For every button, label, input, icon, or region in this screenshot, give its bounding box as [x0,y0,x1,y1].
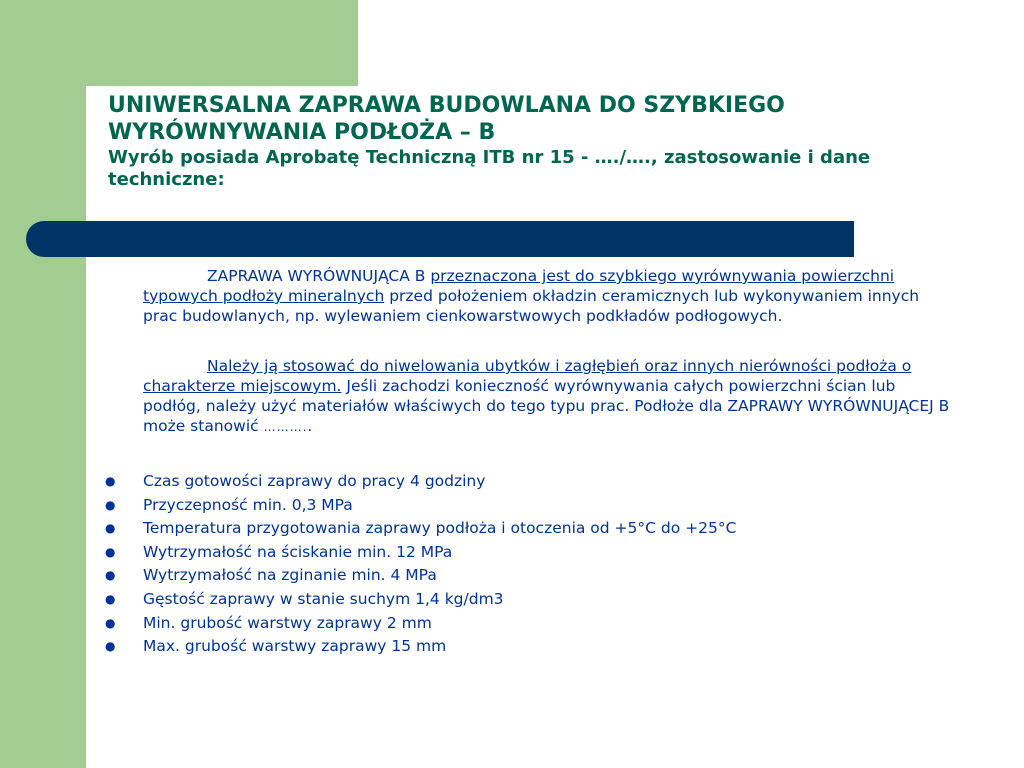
paragraph-usage-underlined: Należy ją stosować do niwelowania ubytków i zagłębień oraz innych nierówności podłoża o charakterze miejscowym. [143,357,912,395]
bullet-icon: ● [105,568,116,583]
list-item-text: Gęstość zaprawy w stanie suchym 1,4 kg/dm3 [143,589,504,608]
list-item-text: Max. grubość warstwy zaprawy 15 mm [143,637,447,656]
list-item-text: Wytrzymałość na zginanie min. 4 MPa [143,566,437,585]
paragraph-usage-rest: Jeśli zachodzi konieczność wyrównywania całych powierzchni ścian lub podłóg, należy użyć materiałów właściwych do tego typu prac. Podłoże dla ZAPRAWY WYRÓWNUJĄCEJ B może stanowić [143,377,950,435]
bullet-icon: ● [105,544,116,559]
bullet-icon: ● [105,639,116,654]
bullet-icon: ● [105,615,116,630]
bullet-icon: ● [105,591,116,606]
paragraph-purpose-lead: ZAPRAWA WYRÓWNUJĄCA B [207,267,431,285]
paragraph-usage-period: . [307,417,313,435]
slide-title-line-1: UNIWERSALNA ZAPRAWA BUDOWLANA DO SZYBKIEGO [108,93,785,118]
list-item [105,612,953,636]
title-block [108,92,948,191]
list-item-text: Wytrzymałość na ściskanie min. 12 MPa [143,542,453,561]
paragraph-purpose-underlined: przeznaczona jest do szybkiego wyrównywania powierzchni typowych podłoży mineralnych [143,267,895,305]
bullet-icon: ● [105,521,116,536]
list-item [105,588,953,612]
list-item [105,564,953,588]
paragraph-purpose-rest: przed położeniem okładzin ceramicznych lub wykonywaniem innych prac budowlanych, np. wylewaniem cienkowarstwowych podkładów podłogowych. [143,287,920,325]
list-item-text: Przyczepność min. 0,3 MPa [143,495,353,514]
paragraph-purpose [143,266,953,326]
bullet-icon: ● [105,474,116,488]
top-decorative-band [0,0,358,86]
list-item [105,494,953,518]
paragraph-usage-dots: ………. [263,420,308,434]
list-item-text: Min. grubość warstwy zaprawy 2 mm [143,613,432,632]
slide-title-line-2: WYRÓWNYWANIA PODŁOŻA – B [108,120,496,145]
list-item [105,517,953,541]
slide-subtitle: Wyrób posiada Aprobatę Techniczną ITB nr 15 - …./…., zastosowanie i dane techniczne: [108,147,871,190]
bullet-icon: ● [105,497,116,512]
list-item-text: Temperatura przygotowania zaprawy podłoża i otoczenia od +5°C do +25°C [143,519,737,538]
paragraph-usage [143,356,953,437]
list-item [105,541,953,565]
list-item [105,470,953,494]
left-decorative-band [0,0,86,768]
list-item-text: Czas gotowości zaprawy do pracy 4 godziny [143,472,486,490]
slide-content [105,266,953,659]
divider-bar [26,221,854,257]
list-item [105,635,953,659]
technical-data-list [105,470,953,659]
